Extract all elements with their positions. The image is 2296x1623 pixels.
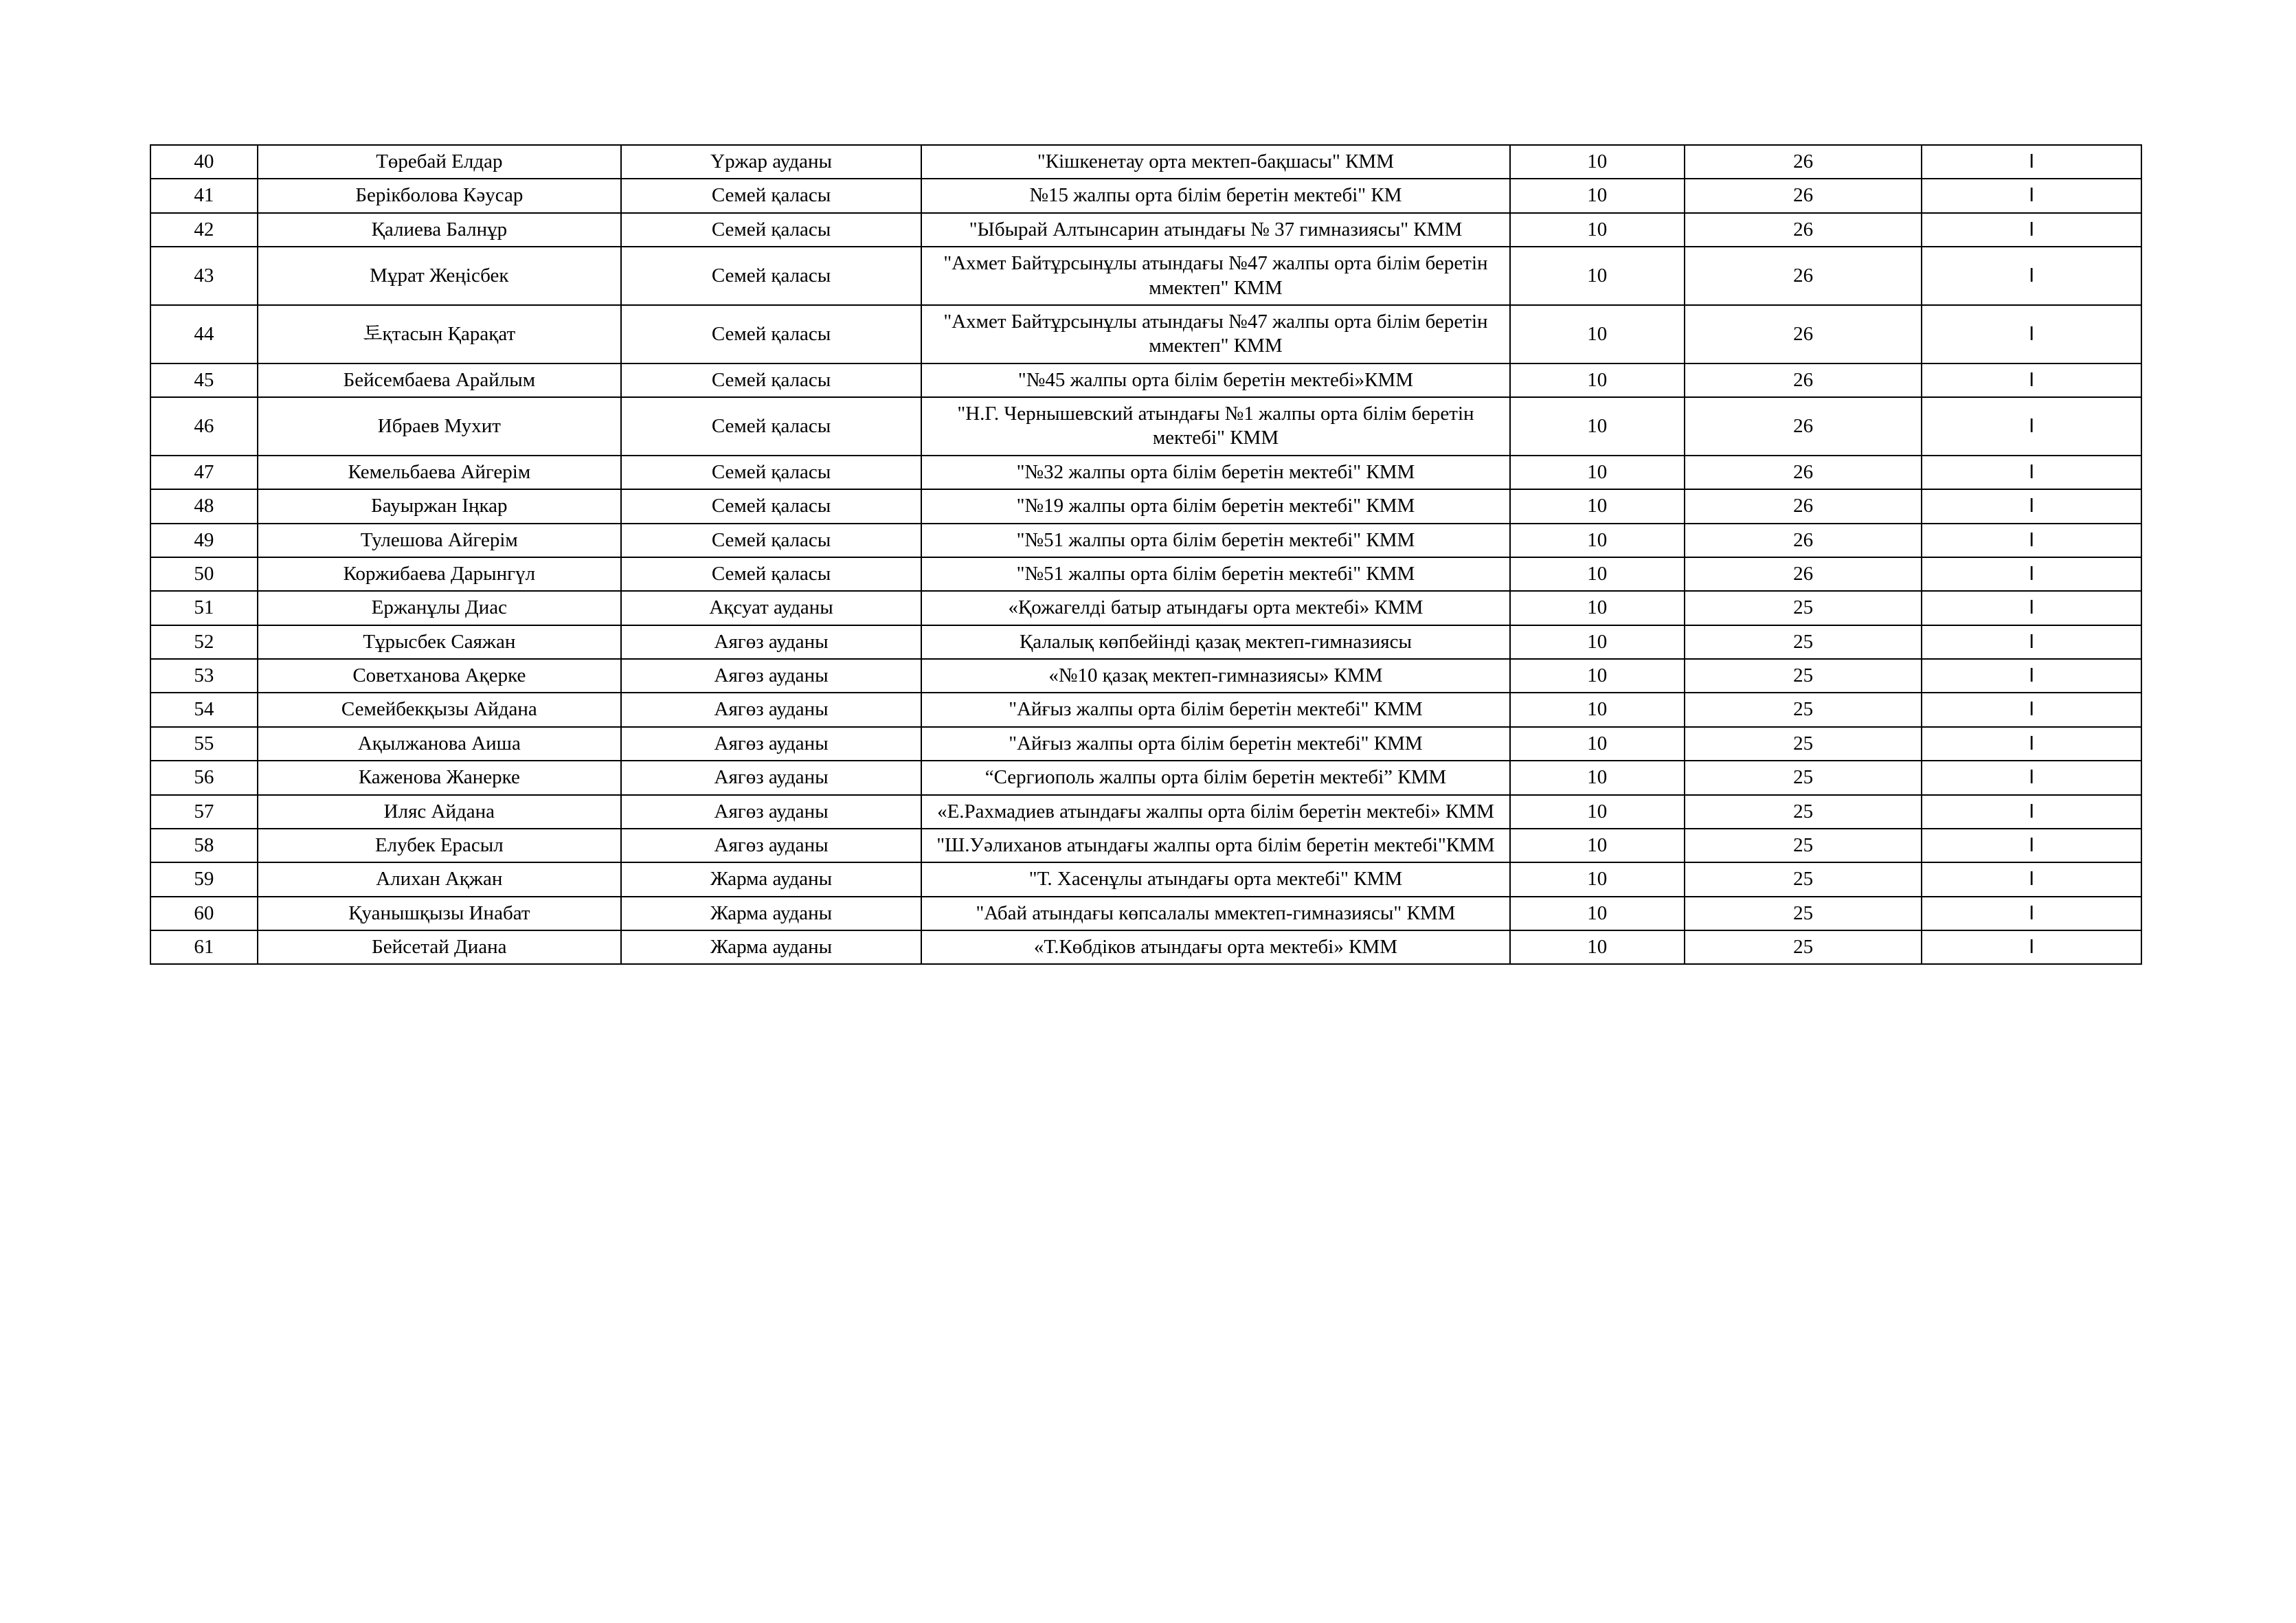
- cell-grade: 10: [1510, 456, 1685, 489]
- cell-number: 45: [150, 363, 258, 397]
- cell-region: Аягөз ауданы: [621, 693, 921, 726]
- cell-grade: 10: [1510, 930, 1685, 964]
- cell-grade: 10: [1510, 305, 1685, 363]
- table-row: [150, 213, 2141, 247]
- cell-grade: 10: [1510, 489, 1685, 523]
- cell-degree: I: [1922, 489, 2141, 523]
- cell-score: 25: [1685, 930, 1922, 964]
- cell-score: 26: [1685, 179, 1922, 212]
- cell-score: 25: [1685, 862, 1922, 896]
- cell-degree: I: [1922, 179, 2141, 212]
- table-row: [150, 489, 2141, 523]
- cell-grade: 10: [1510, 363, 1685, 397]
- cell-participant-name: Семейбекқызы Айдана: [258, 693, 621, 726]
- table-row: [150, 524, 2141, 557]
- table-row: [150, 557, 2141, 591]
- cell-degree: I: [1922, 363, 2141, 397]
- cell-school: "Т. Хасенұлы атындағы орта мектебі" КММ: [921, 862, 1509, 896]
- cell-region: Аягөз ауданы: [621, 829, 921, 862]
- cell-region: Үржар ауданы: [621, 145, 921, 179]
- cell-number: 60: [150, 897, 258, 930]
- table-row: [150, 795, 2141, 829]
- cell-number: 61: [150, 930, 258, 964]
- cell-region: Семей қаласы: [621, 524, 921, 557]
- cell-region: Жарма ауданы: [621, 930, 921, 964]
- cell-score: 26: [1685, 489, 1922, 523]
- cell-participant-name: Иляс Айдана: [258, 795, 621, 829]
- cell-school: "№19 жалпы орта білім беретін мектебі" КММ: [921, 489, 1509, 523]
- cell-school: «№10 қазақ мектеп-гимназиясы» КММ: [921, 659, 1509, 693]
- cell-school: «Т.Көбдіков атындағы орта мектебі» КММ: [921, 930, 1509, 964]
- cell-grade: 10: [1510, 761, 1685, 794]
- cell-score: 26: [1685, 397, 1922, 456]
- cell-school: №15 жалпы орта білім беретін мектебі" КМ: [921, 179, 1509, 212]
- table-row: [150, 397, 2141, 456]
- cell-region: Семей қаласы: [621, 247, 921, 305]
- cell-region: Семей қаласы: [621, 397, 921, 456]
- cell-score: 25: [1685, 591, 1922, 625]
- cell-number: 56: [150, 761, 258, 794]
- cell-number: 42: [150, 213, 258, 247]
- cell-region: Аягөз ауданы: [621, 761, 921, 794]
- cell-degree: I: [1922, 145, 2141, 179]
- cell-number: 49: [150, 524, 258, 557]
- cell-degree: I: [1922, 693, 2141, 726]
- cell-degree: I: [1922, 213, 2141, 247]
- table-row: [150, 930, 2141, 964]
- cell-region: Жарма ауданы: [621, 897, 921, 930]
- cell-school: "Кішкенетау орта мектеп-бақшасы" КММ: [921, 145, 1509, 179]
- cell-number: 47: [150, 456, 258, 489]
- cell-degree: I: [1922, 456, 2141, 489]
- results-table-body: [150, 145, 2141, 964]
- cell-number: 41: [150, 179, 258, 212]
- cell-school: Қалалық көпбейінді қазақ мектеп-гимназиясы: [921, 625, 1509, 659]
- cell-number: 48: [150, 489, 258, 523]
- cell-degree: I: [1922, 625, 2141, 659]
- cell-school: "Ахмет Байтұрсынұлы атындағы №47 жалпы орта білім беретін ммектеп" КММ: [921, 247, 1509, 305]
- cell-school: "№51 жалпы орта білім беретін мектебі" КММ: [921, 557, 1509, 591]
- table-row: [150, 456, 2141, 489]
- cell-participant-name: Бауыржан Іңкар: [258, 489, 621, 523]
- table-row: [150, 693, 2141, 726]
- table-row: [150, 591, 2141, 625]
- cell-participant-name: Кемельбаева Айгерім: [258, 456, 621, 489]
- cell-school: "Ыбырай Алтынсарин атындағы № 37 гимназиясы" КММ: [921, 213, 1509, 247]
- table-row: [150, 247, 2141, 305]
- cell-score: 25: [1685, 659, 1922, 693]
- cell-region: Семей қаласы: [621, 456, 921, 489]
- results-table-container: [150, 144, 2142, 965]
- cell-score: 26: [1685, 524, 1922, 557]
- cell-region: Семей қаласы: [621, 305, 921, 363]
- cell-degree: I: [1922, 557, 2141, 591]
- table-row: [150, 727, 2141, 761]
- cell-grade: 10: [1510, 625, 1685, 659]
- cell-grade: 10: [1510, 659, 1685, 693]
- cell-number: 50: [150, 557, 258, 591]
- cell-school: "№32 жалпы орта білім беретін мектебі" КММ: [921, 456, 1509, 489]
- cell-grade: 10: [1510, 524, 1685, 557]
- cell-participant-name: Берікболова Кәусар: [258, 179, 621, 212]
- cell-number: 44: [150, 305, 258, 363]
- cell-grade: 10: [1510, 145, 1685, 179]
- cell-region: Семей қаласы: [621, 179, 921, 212]
- cell-number: 52: [150, 625, 258, 659]
- cell-grade: 10: [1510, 862, 1685, 896]
- cell-region: Семей қаласы: [621, 213, 921, 247]
- cell-number: 51: [150, 591, 258, 625]
- cell-participant-name: Коржибаева Дарынгүл: [258, 557, 621, 591]
- table-row: [150, 625, 2141, 659]
- cell-degree: I: [1922, 591, 2141, 625]
- results-table: [150, 144, 2142, 965]
- cell-degree: I: [1922, 659, 2141, 693]
- cell-grade: 10: [1510, 247, 1685, 305]
- table-row: [150, 829, 2141, 862]
- cell-degree: I: [1922, 897, 2141, 930]
- cell-region: Семей қаласы: [621, 363, 921, 397]
- cell-school: "Абай атындағы көпсалалы ммектеп-гимназиясы" КММ: [921, 897, 1509, 930]
- table-row: [150, 305, 2141, 363]
- cell-grade: 10: [1510, 213, 1685, 247]
- cell-region: Семей қаласы: [621, 557, 921, 591]
- cell-score: 25: [1685, 761, 1922, 794]
- cell-participant-name: Төребай Елдар: [258, 145, 621, 179]
- cell-participant-name: Алихан Ақжан: [258, 862, 621, 896]
- cell-score: 26: [1685, 247, 1922, 305]
- cell-score: 26: [1685, 557, 1922, 591]
- cell-region: Семей қаласы: [621, 489, 921, 523]
- cell-participant-name: Бейсембаева Арайлым: [258, 363, 621, 397]
- cell-number: 53: [150, 659, 258, 693]
- cell-grade: 10: [1510, 727, 1685, 761]
- cell-participant-name: Елубек Ерасыл: [258, 829, 621, 862]
- cell-participant-name: 토қтасын Қарақат: [258, 305, 621, 363]
- cell-score: 26: [1685, 363, 1922, 397]
- cell-region: Аягөз ауданы: [621, 727, 921, 761]
- cell-participant-name: Қалиева Балнұр: [258, 213, 621, 247]
- cell-school: "Айғыз жалпы орта білім беретін мектебі" КММ: [921, 693, 1509, 726]
- cell-score: 25: [1685, 795, 1922, 829]
- cell-score: 25: [1685, 693, 1922, 726]
- cell-grade: 10: [1510, 591, 1685, 625]
- table-row: [150, 862, 2141, 896]
- cell-region: Жарма ауданы: [621, 862, 921, 896]
- cell-grade: 10: [1510, 795, 1685, 829]
- cell-number: 57: [150, 795, 258, 829]
- cell-number: 59: [150, 862, 258, 896]
- cell-number: 40: [150, 145, 258, 179]
- cell-score: 25: [1685, 897, 1922, 930]
- cell-participant-name: Мұрат Жеңісбек: [258, 247, 621, 305]
- cell-number: 55: [150, 727, 258, 761]
- cell-school: «Қожагелді батыр атындағы орта мектебі» КММ: [921, 591, 1509, 625]
- cell-region: Аягөз ауданы: [621, 659, 921, 693]
- cell-grade: 10: [1510, 829, 1685, 862]
- table-row: [150, 897, 2141, 930]
- cell-grade: 10: [1510, 179, 1685, 212]
- cell-number: 54: [150, 693, 258, 726]
- cell-participant-name: Ақылжанова Аиша: [258, 727, 621, 761]
- cell-school: "№51 жалпы орта білім беретін мектебі" КММ: [921, 524, 1509, 557]
- table-row: [150, 761, 2141, 794]
- cell-participant-name: Бейсетай Диана: [258, 930, 621, 964]
- cell-degree: I: [1922, 862, 2141, 896]
- table-row: [150, 659, 2141, 693]
- cell-grade: 10: [1510, 897, 1685, 930]
- cell-degree: I: [1922, 305, 2141, 363]
- cell-school: "Айғыз жалпы орта білім беретін мектебі" КММ: [921, 727, 1509, 761]
- cell-score: 26: [1685, 305, 1922, 363]
- cell-school: "Ш.Уәлиханов атындағы жалпы орта білім беретін мектебі"КММ: [921, 829, 1509, 862]
- cell-school: "№45 жалпы орта білім беретін мектебі»КММ: [921, 363, 1509, 397]
- cell-participant-name: Ержанұлы Диас: [258, 591, 621, 625]
- table-row: [150, 145, 2141, 179]
- cell-school: “Сергиополь жалпы орта білім беретін мектебі” КММ: [921, 761, 1509, 794]
- cell-degree: I: [1922, 247, 2141, 305]
- table-row: [150, 363, 2141, 397]
- cell-score: 26: [1685, 145, 1922, 179]
- cell-school: "Ахмет Байтұрсынұлы атындағы №47 жалпы орта білім беретін ммектеп" КММ: [921, 305, 1509, 363]
- cell-number: 46: [150, 397, 258, 456]
- cell-participant-name: Тұрысбек Саяжан: [258, 625, 621, 659]
- cell-region: Аягөз ауданы: [621, 625, 921, 659]
- cell-score: 25: [1685, 829, 1922, 862]
- cell-score: 26: [1685, 213, 1922, 247]
- cell-school: "Н.Г. Чернышевский атындағы №1 жалпы орта білім беретін мектебі" КММ: [921, 397, 1509, 456]
- cell-region: Аягөз ауданы: [621, 795, 921, 829]
- cell-participant-name: Қуанышқызы Инабат: [258, 897, 621, 930]
- cell-degree: I: [1922, 397, 2141, 456]
- cell-degree: I: [1922, 761, 2141, 794]
- cell-school: «Е.Рахмадиев атындағы жалпы орта білім беретін мектебі» КММ: [921, 795, 1509, 829]
- table-row: [150, 179, 2141, 212]
- cell-degree: I: [1922, 524, 2141, 557]
- cell-region: Ақсуат ауданы: [621, 591, 921, 625]
- cell-participant-name: Каженова Жанерке: [258, 761, 621, 794]
- cell-number: 43: [150, 247, 258, 305]
- cell-grade: 10: [1510, 693, 1685, 726]
- cell-participant-name: Тулешова Айгерім: [258, 524, 621, 557]
- cell-participant-name: Ибраев Мухит: [258, 397, 621, 456]
- cell-degree: I: [1922, 727, 2141, 761]
- cell-degree: I: [1922, 795, 2141, 829]
- cell-degree: I: [1922, 829, 2141, 862]
- cell-score: 26: [1685, 456, 1922, 489]
- cell-score: 25: [1685, 625, 1922, 659]
- cell-degree: I: [1922, 930, 2141, 964]
- cell-participant-name: Советханова Ақерке: [258, 659, 621, 693]
- cell-grade: 10: [1510, 397, 1685, 456]
- cell-grade: 10: [1510, 557, 1685, 591]
- cell-score: 25: [1685, 727, 1922, 761]
- cell-number: 58: [150, 829, 258, 862]
